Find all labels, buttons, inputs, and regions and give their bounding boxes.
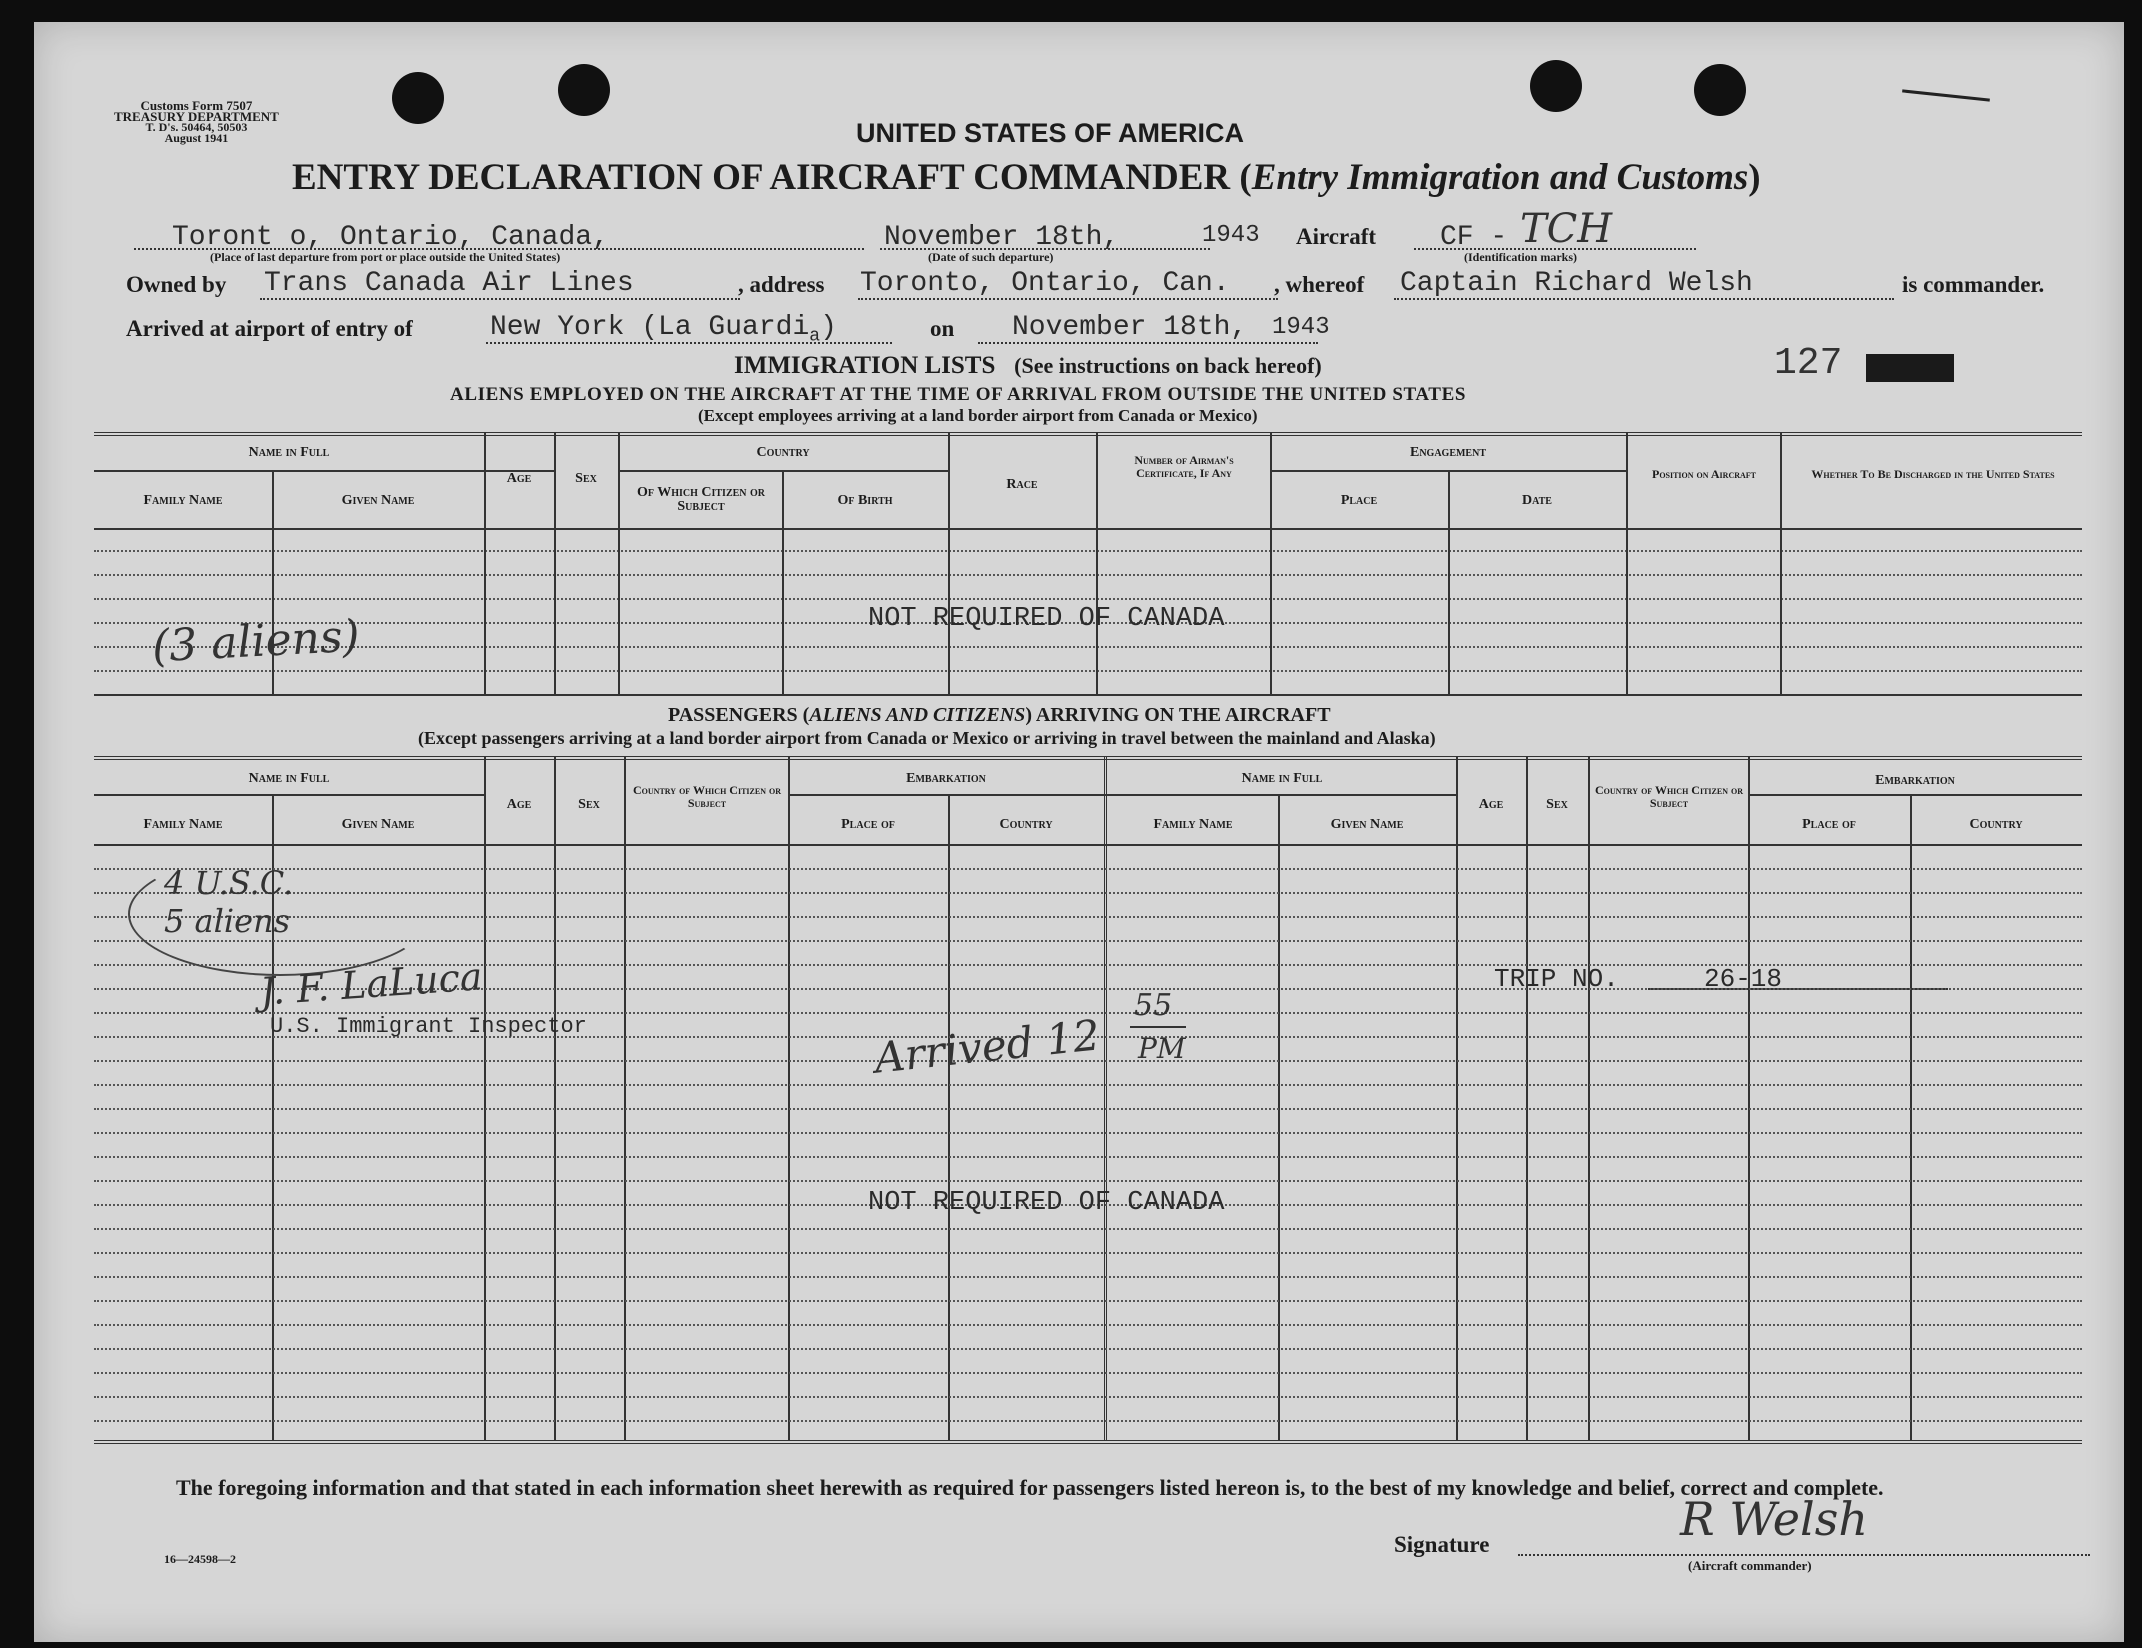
- aliens-count-handwritten: (3 aliens): [150, 610, 361, 673]
- punch-hole: [558, 64, 610, 116]
- signature-label: Signature: [1394, 1532, 1490, 1557]
- col-age: Age: [506, 471, 532, 486]
- pcol-place-of: Place of: [841, 817, 895, 832]
- arrival-label: Arrived at airport of entry of: [126, 316, 413, 341]
- pcol-family-name-2: Family Name: [1153, 817, 1233, 832]
- certification-text: The foregoing information and that stated in each information sheet herewith as required for passengers listed hereon is, to the best of my knowledge and belief, correct and complete.: [176, 1475, 1884, 1500]
- pcol-embarkation-2: Embarkation: [1875, 773, 1955, 788]
- col-date: Date: [1522, 493, 1552, 508]
- commander-signature: R Welsh: [1680, 1492, 1868, 1546]
- arrived-time-handwritten: Arrived 12: [872, 1010, 1103, 1083]
- col-race: Race: [1006, 477, 1038, 492]
- arrival-airport: [490, 312, 837, 347]
- stamp-number: 127: [1774, 342, 1843, 385]
- page-title: [292, 156, 1761, 199]
- trip-value: 26-18: [1704, 964, 1783, 994]
- pcol-country-citizen: Country of Which Citizen or Subject: [633, 783, 781, 810]
- col-given-name: Given Name: [341, 493, 415, 508]
- form-id-line: Customs Form 7507: [140, 98, 253, 113]
- col-airman-cert: Number of Airman's Certificate, If Any: [1134, 453, 1234, 480]
- departure-place-caption: (Place of last departure from port or place outside the United States): [210, 250, 561, 264]
- passengers-title-italic: ALIENS AND CITIZENS: [809, 704, 1026, 726]
- col-discharged: Whether To Be Discharged in the United States: [1811, 467, 2055, 481]
- owned-by-label: Owned by: [126, 272, 227, 297]
- departure-year: 1943: [1202, 222, 1260, 249]
- commander-value: Captain Richard Welsh: [1400, 268, 1753, 299]
- pcol-place-of-2: Place of: [1802, 817, 1856, 832]
- title-italic: Entry Immigration and Customs: [1251, 157, 1749, 198]
- pcol-name-in-full: Name in Full: [248, 771, 330, 786]
- form-id-line: TREASURY DEPARTMENT: [114, 109, 279, 124]
- pcol-given-name: Given Name: [341, 817, 415, 832]
- print-code: 16—24598—2: [164, 1552, 236, 1566]
- arrival-year: 1943: [1272, 314, 1330, 341]
- trip-label: TRIP NO.: [1494, 964, 1619, 994]
- inspector-signature: J. F. LaLuca: [258, 954, 484, 1014]
- form-id-line: T. D's. 50464, 50503: [145, 120, 248, 134]
- arrival-airport-close: ): [820, 312, 837, 343]
- col-engagement: Engagement: [1409, 445, 1486, 460]
- col-family-name: Family Name: [143, 493, 223, 508]
- passengers-subnote: (Except passengers arriving at a land border airport from Canada or Mexico or arriving in travel between the mainland and Alaska): [418, 728, 1436, 748]
- pcol-country-2: Country: [1969, 817, 2023, 832]
- handwritten-bracket: [128, 852, 432, 976]
- pcol-country-citizen-2: Country of Which Citizen or Subject: [1595, 783, 1743, 810]
- col-citizen-of: Of Which Citizen or Subject: [636, 485, 766, 514]
- not-required-stamp: NOT REQUIRED OF CANADA: [868, 604, 1225, 634]
- redaction-mark: [1866, 354, 1954, 382]
- passengers-title-pre: PASSENGERS (: [668, 704, 810, 726]
- form-sheet: [34, 22, 2124, 1642]
- title-close: ): [1748, 157, 1761, 198]
- arrival-airport-value: New York (La Guardi: [490, 312, 810, 343]
- aircraft-value: CF -: [1440, 222, 1508, 253]
- immigration-title-text: IMMIGRATION LISTS: [734, 352, 996, 379]
- pcol-sex: Sex: [578, 797, 600, 812]
- departure-date-caption: (Date of such departure): [928, 250, 1054, 264]
- aliens-count-handwritten-2: 5 aliens: [164, 902, 291, 940]
- pcol-given-name-2: Given Name: [1330, 817, 1404, 832]
- pen-mark: [1902, 89, 1990, 101]
- address-label: , address: [738, 272, 825, 297]
- punch-hole: [392, 72, 444, 124]
- pcol-country: Country: [999, 817, 1053, 832]
- punch-hole: [1694, 64, 1746, 116]
- departure-place-value: Toront o, Ontario, Canada,: [172, 222, 609, 253]
- form-id-block: [114, 100, 279, 144]
- punch-hole: [1530, 60, 1582, 112]
- arrived-minutes-handwritten: 55: [1134, 988, 1173, 1023]
- title-main: ENTRY DECLARATION OF AIRCRAFT COMMANDER (: [292, 157, 1252, 198]
- pcol-name-in-full-2: Name in Full: [1241, 771, 1323, 786]
- col-position: Position on Aircraft: [1651, 467, 1756, 481]
- immigration-subnote: (Except employees arriving at a land border airport from Canada or Mexico): [698, 406, 1258, 425]
- address-value: Toronto, Ontario, Can.: [860, 268, 1230, 299]
- col-country: Country: [756, 445, 810, 460]
- owned-by-value: Trans Canada Air Lines: [264, 268, 634, 299]
- pcol-age-2: Age: [1478, 797, 1504, 812]
- not-required-stamp-2: NOT REQUIRED OF CANADA: [868, 1188, 1225, 1218]
- form-id-line: August 1941: [164, 131, 229, 145]
- commander-label: is commander.: [1902, 272, 2045, 297]
- immigration-title: [734, 352, 1322, 380]
- passengers-title: [668, 704, 1331, 727]
- fraction-line: [1130, 1026, 1186, 1028]
- arrival-on-label: on: [930, 316, 955, 341]
- signature-caption: (Aircraft commander): [1688, 1558, 1812, 1573]
- country-heading: UNITED STATES OF AMERICA: [856, 118, 1244, 148]
- col-name-in-full: Name in Full: [248, 445, 330, 460]
- arrival-date-value: November 18th,: [1012, 312, 1248, 343]
- pcol-sex-2: Sex: [1546, 797, 1568, 812]
- aircraft-label: Aircraft: [1296, 224, 1377, 249]
- arrival-airport-sub: a: [809, 326, 821, 347]
- arrived-pm-handwritten: PM: [1138, 1032, 1186, 1065]
- inspector-title: U.S. Immigrant Inspector: [270, 1014, 587, 1039]
- whereof-label: , whereof: [1274, 272, 1365, 297]
- col-place: Place: [1340, 493, 1378, 508]
- us-citizens-count-handwritten: 4 U.S.C.: [164, 864, 294, 902]
- pcol-family-name: Family Name: [143, 817, 223, 832]
- pcol-age: Age: [506, 797, 532, 812]
- departure-date-value: November 18th,: [884, 222, 1120, 253]
- passengers-title-post: ) ARRIVING ON THE AIRCRAFT: [1025, 704, 1331, 726]
- pcol-embarkation: Embarkation: [906, 771, 986, 786]
- immigration-subtitle: ALIENS EMPLOYED ON THE AIRCRAFT AT THE TIME OF ARRIVAL FROM OUTSIDE THE UNITED STATES: [450, 384, 1467, 405]
- col-of-birth: Of Birth: [837, 493, 893, 508]
- aircraft-handwritten: TCH: [1520, 206, 1613, 252]
- immigration-title-note: (See instructions on back hereof): [1014, 353, 1322, 378]
- aircraft-caption: (Identification marks): [1464, 250, 1577, 264]
- col-sex: Sex: [575, 471, 597, 486]
